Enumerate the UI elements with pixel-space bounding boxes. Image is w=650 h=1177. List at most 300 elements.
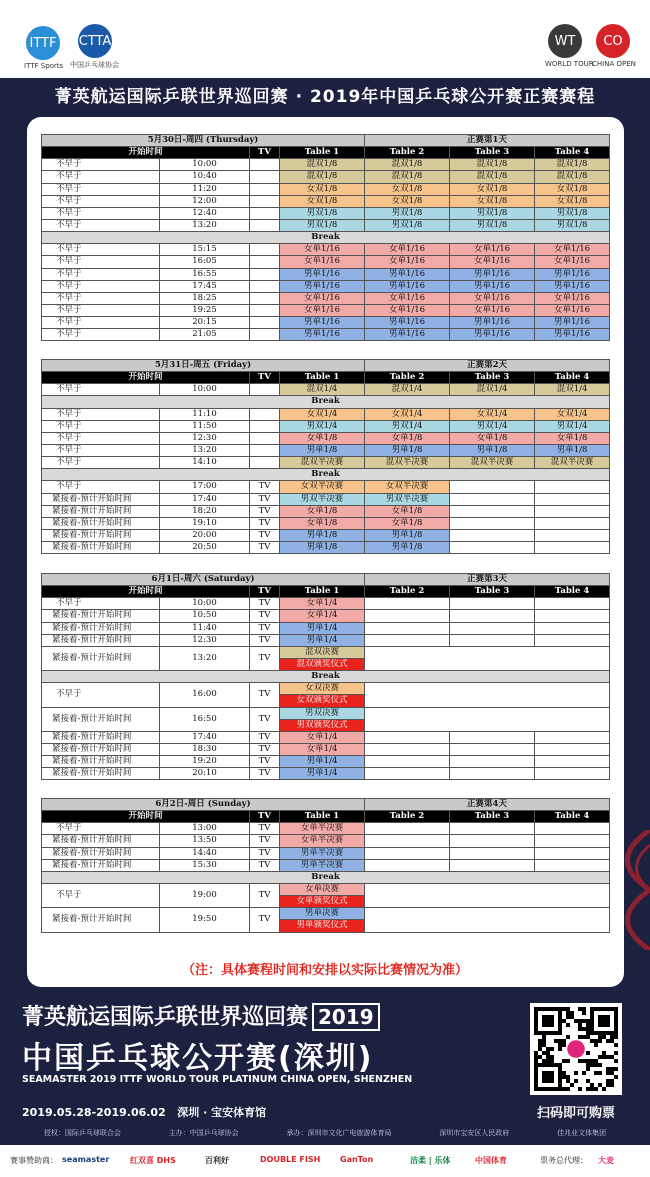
table-1-event: 女双半决赛: [280, 481, 365, 493]
world-tour-caption: WORLD TOUR: [545, 60, 594, 68]
match-row: [42, 622, 610, 634]
tv-flag: [250, 244, 280, 256]
headline: 菁英航运国际乒联世界巡回赛 · 2019年中国乒乓球公开赛正赛赛程: [0, 78, 650, 110]
table-2-event: 男单1/8: [365, 444, 450, 456]
header-table-2: Table 2: [365, 811, 450, 823]
header-table-3: Table 3: [450, 811, 535, 823]
qr-module: [610, 1035, 614, 1039]
table-3-event: [450, 835, 535, 847]
match-row: [42, 481, 610, 493]
table-1-event: 女单半决赛: [280, 823, 365, 835]
header-table-3: Table 3: [450, 586, 535, 598]
table-3-event: 混双半决赛: [450, 457, 535, 469]
table-3-event: [450, 634, 535, 646]
match-row: [42, 280, 610, 292]
table-1-event: 男单半决赛: [280, 847, 365, 859]
table-1-event: 男单1/16: [280, 280, 365, 292]
tv-flag: [250, 432, 280, 444]
table-4-event: 男双1/8: [535, 219, 610, 231]
tv-flag: [250, 195, 280, 207]
qr-module: [610, 1067, 614, 1071]
qr-module: [614, 1059, 618, 1063]
match-row: [42, 835, 610, 847]
qr-module: [602, 1035, 606, 1039]
table-1-event: 男双决赛: [280, 707, 365, 719]
start-time: 14:10: [160, 457, 250, 469]
table-3-event: 男单1/16: [450, 280, 535, 292]
table-4-event: 女单1/16: [535, 244, 610, 256]
top-logo-band: [0, 0, 650, 78]
qr-module: [574, 1019, 578, 1023]
start-condition: 不早于: [42, 280, 160, 292]
start-condition: 不早于: [42, 683, 160, 707]
credits-line: [0, 1128, 650, 1138]
start-condition: 紧接着-预计开始时间: [42, 529, 160, 541]
column-header-row: [42, 586, 610, 598]
match-row: [42, 707, 610, 719]
table-1-event: 男单1/4: [280, 768, 365, 780]
table-1-event: 男单1/16: [280, 329, 365, 341]
start-condition: 不早于: [42, 292, 160, 304]
tv-flag: TV: [250, 622, 280, 634]
qr-module: [566, 1075, 570, 1079]
qr-module: [606, 1079, 610, 1083]
start-condition: 紧接着-预计开始时间: [42, 743, 160, 755]
break-label: Break: [42, 469, 610, 481]
start-condition: 不早于: [42, 159, 160, 171]
ticket-partner-title: 票务总代理：: [540, 1156, 588, 1165]
cttf-logo-icon: CTTA: [78, 24, 112, 58]
table-4-event: 男单1/16: [535, 280, 610, 292]
qr-module: [566, 1015, 570, 1019]
header-start-time: 开始时间: [42, 811, 250, 823]
qr-module: [606, 1067, 610, 1071]
table-4-event: 男单1/16: [535, 268, 610, 280]
table-3-event: 女单1/16: [450, 292, 535, 304]
tv-flag: [250, 219, 280, 231]
table-cell-empty: [365, 908, 610, 932]
start-condition: 紧接着-预计开始时间: [42, 505, 160, 517]
start-time: 10:00: [160, 384, 250, 396]
start-time: 12:00: [160, 195, 250, 207]
start-time: 20:50: [160, 542, 250, 554]
table-4-event: 女双1/8: [535, 195, 610, 207]
qr-module: [562, 1087, 566, 1091]
table-cell-empty: [365, 707, 610, 731]
start-time: 11:10: [160, 408, 250, 420]
qr-module: [598, 1039, 602, 1043]
tv-flag: TV: [250, 756, 280, 768]
table-3-event: [450, 756, 535, 768]
header-tv: TV: [250, 811, 280, 823]
qr-module: [582, 1011, 586, 1015]
qr-module: [542, 1071, 554, 1083]
start-time: 19:25: [160, 304, 250, 316]
world-tour-logo-icon: WT: [548, 24, 582, 58]
header-table-1: Table 1: [280, 372, 365, 384]
table-2-event: 女单1/16: [365, 244, 450, 256]
match-row: [42, 207, 610, 219]
table-2-event: 男单1/16: [365, 329, 450, 341]
qr-module: [566, 1087, 570, 1091]
match-row: [42, 292, 610, 304]
start-condition: 不早于: [42, 444, 160, 456]
start-condition: 不早于: [42, 384, 160, 396]
qr-module: [586, 1027, 590, 1031]
table-1-event: 女单1/8: [280, 505, 365, 517]
start-time: 12:40: [160, 207, 250, 219]
start-condition: 不早于: [42, 244, 160, 256]
table-1-event: 女双1/8: [280, 183, 365, 195]
qr-module: [542, 1051, 546, 1055]
table-2-event: [365, 768, 450, 780]
break-label: Break: [42, 232, 610, 244]
qr-module: [598, 1063, 602, 1067]
table-1-event: 混双1/8: [280, 171, 365, 183]
table-1-event: 女单1/8: [280, 432, 365, 444]
day-number-label: 正赛第2天: [365, 360, 610, 372]
table-1-event: 男单1/8: [280, 542, 365, 554]
table-3-event: [450, 598, 535, 610]
tv-flag: TV: [250, 731, 280, 743]
table-3-event: [450, 622, 535, 634]
match-row: [42, 219, 610, 231]
tv-flag: TV: [250, 529, 280, 541]
table-4-event: [535, 517, 610, 529]
header-table-4: Table 4: [535, 147, 610, 159]
table-4-event: [535, 529, 610, 541]
break-row: [42, 396, 610, 408]
table-cell-empty: [365, 646, 610, 670]
qr-module: [606, 1071, 610, 1075]
start-time: 19:20: [160, 756, 250, 768]
table-3-event: [450, 743, 535, 755]
qr-module: [610, 1079, 614, 1083]
qr-module: [614, 1051, 618, 1055]
qr-module: [566, 1007, 570, 1011]
qr-module: [582, 1071, 586, 1075]
break-row: [42, 469, 610, 481]
table-2-event: [365, 835, 450, 847]
qr-module: [566, 1011, 570, 1015]
qr-module: [574, 1079, 578, 1083]
table-2-event: 女双1/4: [365, 408, 450, 420]
schedule-day-4: [41, 798, 610, 933]
match-row: [42, 598, 610, 610]
qr-module: [590, 1059, 594, 1063]
qr-module: [614, 1067, 618, 1071]
table-3-event: 女单1/8: [450, 432, 535, 444]
tv-flag: TV: [250, 683, 280, 707]
table-3-event: 女单1/16: [450, 256, 535, 268]
start-condition: 不早于: [42, 304, 160, 316]
table-1-event: 男单1/8: [280, 529, 365, 541]
tv-flag: [250, 304, 280, 316]
qr-module: [594, 1063, 598, 1067]
table-4-event: 男双1/4: [535, 420, 610, 432]
ittf-logo-icon: ITTF: [26, 26, 60, 60]
table-4-event: [535, 743, 610, 755]
start-time: 10:50: [160, 610, 250, 622]
start-condition: 紧接着-预计开始时间: [42, 646, 160, 670]
tv-flag: TV: [250, 835, 280, 847]
table-3-event: [450, 823, 535, 835]
start-time: 20:10: [160, 768, 250, 780]
sponsor-logo: 大麦: [598, 1156, 614, 1165]
table-2-event: [365, 756, 450, 768]
header-start-time: 开始时间: [42, 147, 250, 159]
qr-module: [546, 1055, 550, 1059]
credit-item: 主办：中国乒乓球协会: [168, 1129, 239, 1137]
table-4-event: 女双1/8: [535, 183, 610, 195]
credit-item: 佳兆业文体集团: [557, 1129, 607, 1137]
match-row: [42, 847, 610, 859]
start-time: 19:10: [160, 517, 250, 529]
ticket-qr-code[interactable]: [530, 1003, 622, 1095]
table-2-event: [365, 743, 450, 755]
table-1-event: 男单1/4: [280, 634, 365, 646]
tv-flag: [250, 256, 280, 268]
match-row: [42, 457, 610, 469]
table-2-event: 女双1/8: [365, 195, 450, 207]
schedule-day-3: [41, 573, 610, 780]
qr-module: [594, 1087, 598, 1091]
start-condition: 不早于: [42, 317, 160, 329]
table-3-event: [450, 610, 535, 622]
match-row: [42, 408, 610, 420]
qr-module: [546, 1051, 550, 1055]
day-title-row: [42, 360, 610, 372]
table-1-event: 女双1/4: [280, 408, 365, 420]
start-condition: 紧接着-预计开始时间: [42, 908, 160, 932]
start-condition: 紧接着-预计开始时间: [42, 517, 160, 529]
tv-flag: [250, 408, 280, 420]
day-title-row: [42, 799, 610, 811]
qr-module: [614, 1035, 618, 1039]
start-time: 17:00: [160, 481, 250, 493]
day-number-label: 正赛第3天: [365, 574, 610, 586]
qr-module: [538, 1043, 542, 1047]
header-table-4: Table 4: [535, 586, 610, 598]
table-1-event: 男双1/8: [280, 207, 365, 219]
table-3-event: 男单1/16: [450, 329, 535, 341]
credit-item: 承办：深圳市文化广电旅游体育局: [286, 1129, 392, 1137]
table-3-event: [450, 517, 535, 529]
tv-flag: TV: [250, 481, 280, 493]
table-3-event: 混双1/8: [450, 159, 535, 171]
start-condition: 紧接着-预计开始时间: [42, 707, 160, 731]
start-time: 13:20: [160, 444, 250, 456]
start-time: 13:50: [160, 835, 250, 847]
qr-module: [598, 1083, 602, 1087]
qr-caption: 扫码即可购票: [536, 1106, 615, 1121]
table-1-event: 女单半决赛: [280, 835, 365, 847]
table-2-event: [365, 610, 450, 622]
table-2-event: 男单1/16: [365, 317, 450, 329]
table-3-event: [450, 768, 535, 780]
qr-module: [614, 1043, 618, 1047]
start-condition: 不早于: [42, 432, 160, 444]
start-condition: 紧接着-预计开始时间: [42, 835, 160, 847]
qr-module: [590, 1063, 594, 1067]
qr-module: [542, 1039, 546, 1043]
header-table-3: Table 3: [450, 372, 535, 384]
table-1-event: 男单1/16: [280, 317, 365, 329]
table-4-event: [535, 610, 610, 622]
qr-module: [602, 1055, 606, 1059]
qr-module: [586, 1087, 590, 1091]
table-1-event: 女单1/16: [280, 244, 365, 256]
qr-module: [586, 1019, 590, 1023]
qr-center-logo-icon: [567, 1040, 585, 1058]
table-3-event: 男双1/8: [450, 207, 535, 219]
sponsor-logo: 洁柔 | 乐体: [410, 1156, 451, 1165]
tv-flag: [250, 207, 280, 219]
table-2-event: [365, 823, 450, 835]
table-1-ceremony: 女双颁奖仪式: [280, 695, 365, 707]
footer-date-venue: 2019.05.28-2019.06.02 深圳 · 宝安体育馆: [22, 1106, 267, 1119]
qr-module: [562, 1007, 566, 1011]
tv-flag: TV: [250, 823, 280, 835]
qr-module: [578, 1019, 582, 1023]
qr-module: [570, 1083, 574, 1087]
qr-module: [542, 1043, 546, 1047]
qr-module: [538, 1039, 542, 1043]
table-1-event: 混双1/4: [280, 384, 365, 396]
qr-module: [610, 1055, 614, 1059]
tv-flag: [250, 268, 280, 280]
qr-module: [586, 1059, 590, 1063]
table-4-event: [535, 622, 610, 634]
table-4-event: [535, 634, 610, 646]
start-time: 11:50: [160, 420, 250, 432]
ittf-caption: ITTF Sports: [24, 62, 64, 70]
credit-item: 深圳市宝安区人民政府: [439, 1129, 510, 1137]
header-table-4: Table 4: [535, 811, 610, 823]
match-row: [42, 634, 610, 646]
table-2-event: 女单1/16: [365, 256, 450, 268]
table-2-event: 女双1/8: [365, 183, 450, 195]
start-time: 18:30: [160, 743, 250, 755]
tv-flag: [250, 183, 280, 195]
qr-module: [534, 1055, 538, 1059]
table-2-event: 女单1/8: [365, 505, 450, 517]
qr-module: [558, 1047, 562, 1051]
match-row: [42, 183, 610, 195]
qr-module: [578, 1027, 582, 1031]
qr-module: [562, 1071, 566, 1075]
tv-flag: [250, 444, 280, 456]
qr-module: [582, 1007, 586, 1011]
table-4-event: 女单1/16: [535, 256, 610, 268]
match-row: [42, 859, 610, 871]
table-1-event: 女单1/4: [280, 598, 365, 610]
qr-module: [578, 1007, 582, 1011]
table-3-event: 男双1/8: [450, 219, 535, 231]
sponsor-band: [0, 1145, 650, 1177]
table-1-ceremony: 混双颁奖仪式: [280, 658, 365, 670]
tv-flag: TV: [250, 634, 280, 646]
table-2-event: 混双1/8: [365, 159, 450, 171]
qr-module: [538, 1047, 542, 1051]
table-2-event: 女单1/16: [365, 292, 450, 304]
qr-module: [606, 1055, 610, 1059]
sponsor-logo: 红双喜 DHS: [130, 1156, 176, 1165]
table-2-event: [365, 859, 450, 871]
table-3-event: 女单1/16: [450, 244, 535, 256]
table-4-event: [535, 768, 610, 780]
table-2-event: 女单1/8: [365, 517, 450, 529]
table-2-event: [365, 847, 450, 859]
start-time: 12:30: [160, 634, 250, 646]
start-condition: 不早于: [42, 268, 160, 280]
tv-flag: TV: [250, 517, 280, 529]
table-2-event: 男单1/16: [365, 280, 450, 292]
qr-module: [586, 1063, 590, 1067]
start-condition: 不早于: [42, 171, 160, 183]
qr-module: [586, 1035, 590, 1039]
qr-module: [550, 1055, 554, 1059]
start-time: 16:55: [160, 268, 250, 280]
header-table-1: Table 1: [280, 147, 365, 159]
qr-module: [562, 1039, 566, 1043]
qr-module: [562, 1075, 566, 1079]
table-3-event: [450, 505, 535, 517]
start-time: 12:30: [160, 432, 250, 444]
start-condition: 紧接着-预计开始时间: [42, 768, 160, 780]
qr-module: [586, 1051, 590, 1055]
table-4-event: [535, 493, 610, 505]
tv-flag: TV: [250, 908, 280, 932]
match-row: [42, 883, 610, 895]
schedule-day-2: [41, 359, 610, 554]
column-header-row: [42, 147, 610, 159]
table-1-event: 男双1/4: [280, 420, 365, 432]
table-2-event: 混双半决赛: [365, 457, 450, 469]
schedule-day-1: [41, 134, 610, 341]
qr-module: [614, 1075, 618, 1079]
qr-module: [606, 1039, 610, 1043]
tv-flag: TV: [250, 646, 280, 670]
table-4-event: 混双半决赛: [535, 457, 610, 469]
header-start-time: 开始时间: [42, 586, 250, 598]
table-4-event: [535, 756, 610, 768]
start-time: 19:00: [160, 883, 250, 907]
table-2-event: 男双半决赛: [365, 493, 450, 505]
qr-module: [582, 1027, 586, 1031]
header-start-time: 开始时间: [42, 372, 250, 384]
day-date-label: 5月30日-周四 (Thursday): [42, 135, 365, 147]
day-title-row: [42, 135, 610, 147]
start-time: 16:50: [160, 707, 250, 731]
start-condition: 紧接着-预计开始时间: [42, 622, 160, 634]
start-condition: 不早于: [42, 457, 160, 469]
match-row: [42, 420, 610, 432]
start-time: 16:05: [160, 256, 250, 268]
day-number-label: 正赛第1天: [365, 135, 610, 147]
start-condition: 不早于: [42, 420, 160, 432]
match-row: [42, 542, 610, 554]
table-4-event: 女单1/16: [535, 292, 610, 304]
table-1-event: 男单1/4: [280, 622, 365, 634]
table-1-event: 男单1/16: [280, 268, 365, 280]
start-time: 13:20: [160, 646, 250, 670]
table-4-event: 女单1/16: [535, 304, 610, 316]
match-row: [42, 908, 610, 920]
start-condition: 不早于: [42, 329, 160, 341]
qr-module: [598, 1015, 610, 1027]
table-4-event: 女双1/4: [535, 408, 610, 420]
